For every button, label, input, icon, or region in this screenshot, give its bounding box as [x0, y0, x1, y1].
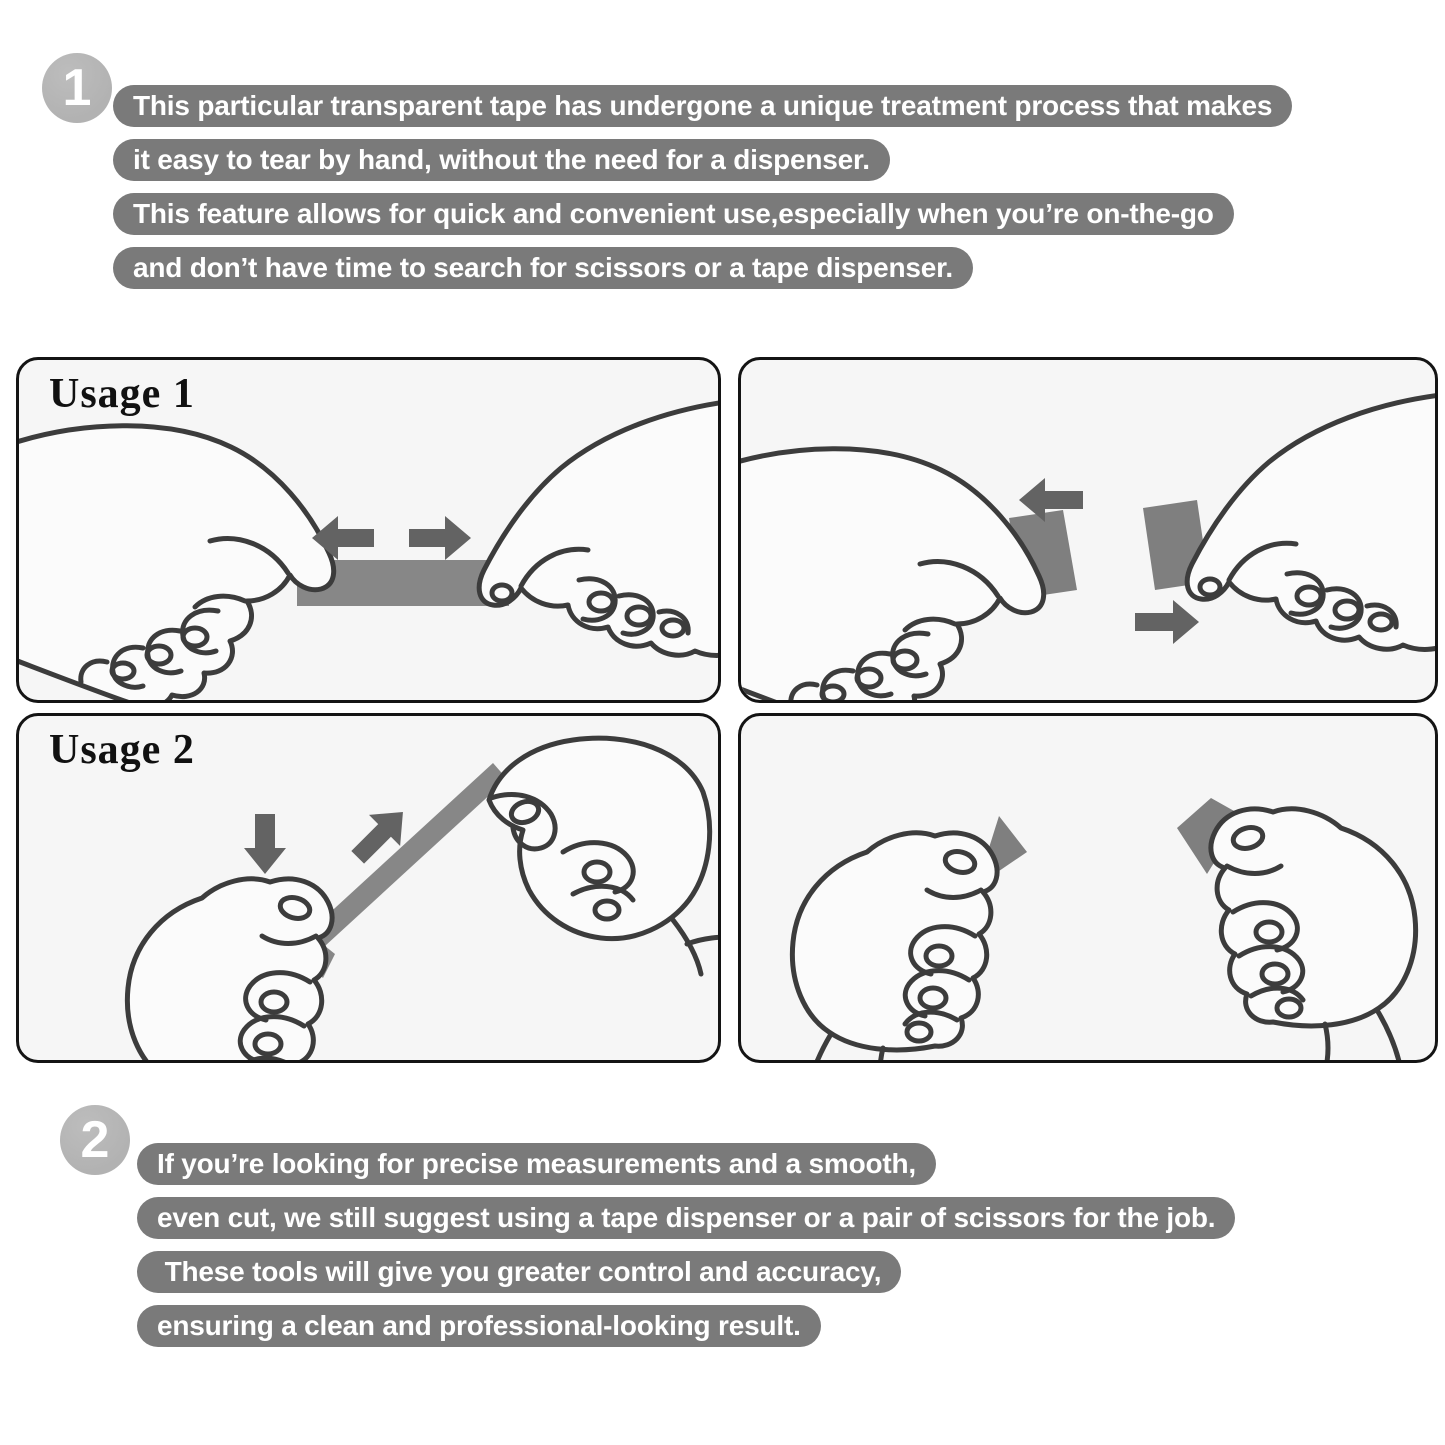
step-1-text-line: it easy to tear by hand, without the need for a dispenser.	[113, 139, 890, 181]
tape-strip-diagonal	[311, 763, 507, 946]
left-fist-illustration	[792, 833, 997, 1060]
left-fist-illustration	[127, 879, 332, 1060]
right-fist-illustration	[1211, 809, 1416, 1060]
arrow-right-icon	[409, 516, 471, 560]
step-2-text-line: If you’re looking for precise measurements and a smooth,	[137, 1143, 936, 1185]
right-fist-illustration	[489, 738, 718, 974]
step-2-text-line: These tools will give you greater control and accuracy,	[137, 1251, 901, 1293]
left-hand-illustration	[19, 426, 334, 700]
arrow-down-icon	[244, 814, 286, 874]
usage1-label: Usage 1	[49, 371, 195, 417]
usage2-result-panel	[738, 713, 1438, 1063]
usage1-result-illustration	[741, 360, 1435, 700]
usage2-label: Usage 2	[49, 727, 195, 773]
step-2-text-line: ensuring a clean and professional-looking result.	[137, 1305, 821, 1347]
right-hand-illustration	[1187, 394, 1435, 649]
right-hand-illustration	[479, 400, 718, 655]
step-1-text-line: and don’t have time to search for scissors or a tape dispenser.	[113, 247, 973, 289]
step-2-text-line: even cut, we still suggest using a tape dispenser or a pair of scissors for the job.	[137, 1197, 1235, 1239]
step-2-number-badge: 2	[60, 1105, 130, 1175]
step-1-text-line: This particular transparent tape has undergone a unique treatment process that makes	[113, 85, 1292, 127]
usage2-result-illustration	[741, 716, 1435, 1060]
left-hand-illustration	[741, 449, 1044, 700]
usage2-panel	[16, 713, 721, 1063]
step-1-text-line: This feature allows for quick and convenient use,especially when you’re on-the-go	[113, 193, 1234, 235]
step-1-number-badge: 1	[42, 53, 112, 123]
usage1-result-panel	[738, 357, 1438, 703]
usage1-panel	[16, 357, 721, 703]
arrow-right-icon	[1135, 600, 1199, 644]
